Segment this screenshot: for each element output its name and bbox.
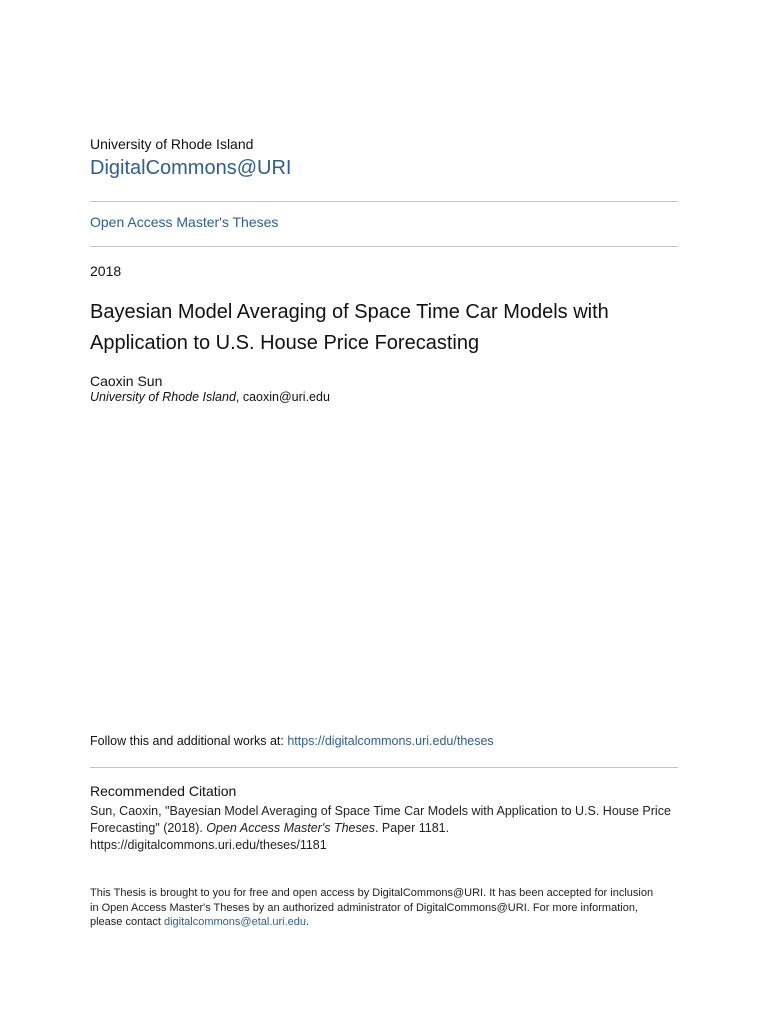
notice-line: This Thesis is brought to you for free and open access by DigitalCommons@URI. It has been accepted for inclusion: [90, 887, 654, 899]
divider: [90, 246, 678, 247]
notice-line: .: [306, 916, 310, 928]
citation-heading: Recommended Citation: [90, 783, 237, 799]
notice-line: in Open Access Master's Theses by an authorized administrator of DigitalCommons@URI. For more information,: [90, 901, 639, 914]
citation-url: https://digitalcommons.uri.edu/theses/1181: [90, 838, 327, 852]
publication-year: 2018: [90, 263, 122, 279]
author-name: Caoxin Sun: [90, 373, 163, 389]
follow-line: [90, 734, 494, 748]
collection-link[interactable]: Open Access Master's Theses: [90, 214, 279, 230]
divider: [90, 201, 678, 202]
citation-text: [90, 803, 678, 854]
institution-name: University of Rhode Island: [90, 136, 254, 152]
thesis-title-line: Bayesian Model Averaging of Space Time Car Models with: [90, 301, 609, 323]
contact-email-link[interactable]: digitalcommons@etal.uri.edu: [164, 916, 307, 928]
citation-line: Forecasting" (2018).: [90, 821, 207, 835]
citation-series: Open Access Master's Theses: [206, 821, 375, 835]
citation-line: Sun, Caoxin, "Bayesian Model Averaging of Space Time Car Models with Application to U.S. House Price: [90, 804, 671, 818]
author-email: caoxin@uri.edu: [242, 390, 330, 404]
notice-line: please contact: [90, 916, 164, 928]
access-notice: [90, 886, 678, 930]
repository-link[interactable]: DigitalCommons@URI: [90, 157, 292, 179]
author-affiliation: [90, 390, 330, 404]
follow-link[interactable]: https://digitalcommons.uri.edu/theses: [287, 734, 494, 748]
divider: [90, 767, 678, 768]
affiliation-name: University of Rhode Island: [90, 390, 236, 404]
citation-line: . Paper 1181.: [374, 821, 450, 835]
follow-label: Follow this and additional works at:: [90, 734, 288, 748]
thesis-title-line: Application to U.S. House Price Forecasting: [90, 332, 480, 354]
separator: ,: [235, 390, 243, 404]
thesis-title: [90, 297, 678, 359]
